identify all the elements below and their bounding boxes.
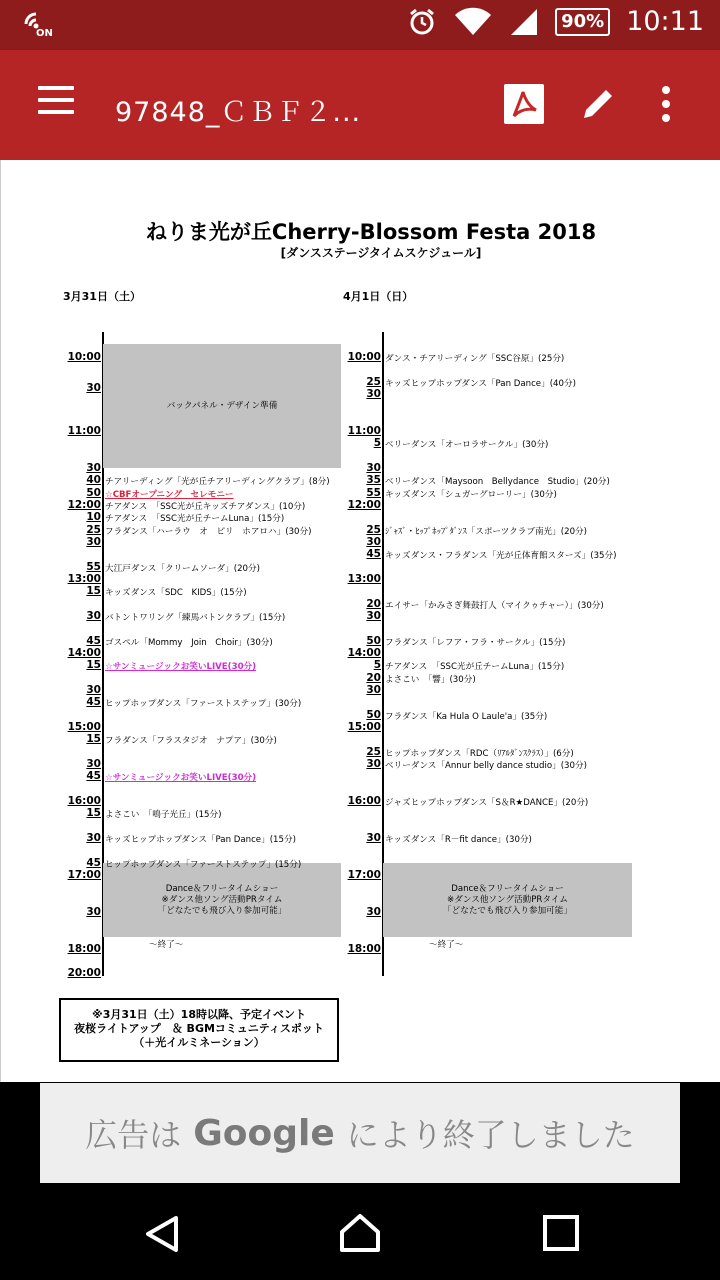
time-label: 45	[86, 770, 101, 782]
schedule-event: キッズダンス「SDC KIDS」(15分)	[105, 588, 247, 598]
time-label: 25	[366, 376, 381, 388]
time-label: 30	[86, 536, 101, 548]
time-label: 11:00	[67, 425, 101, 437]
schedule-event: キッズダンス「R－fit dance」(30分)	[385, 835, 532, 845]
time-label: 30	[86, 832, 101, 844]
time-label: 18:00	[347, 943, 381, 955]
time-label: 17:00	[347, 869, 381, 881]
time-label: 15	[86, 733, 101, 745]
more-options-icon[interactable]	[662, 86, 672, 128]
schedule-event: ヒップホップダンス「ファーストステップ」(15分)	[105, 860, 302, 870]
time-label: 25	[366, 524, 381, 536]
time-label: 10	[86, 511, 101, 523]
document-title: 97848_ＣＢＦ２...	[115, 97, 362, 128]
schedule-event: フラダンス「フラスタジオ ナプア」(30分)	[105, 736, 277, 746]
ad-banner[interactable]: 広告は Google により終了しました	[40, 1083, 680, 1183]
schedule-event: エイサー「かみさぎ舞鼓打人（マイクゥチャー）」(30分)	[385, 601, 604, 611]
time-label: 30	[366, 832, 381, 844]
home-icon[interactable]	[338, 1212, 382, 1256]
schedule-event: ベリーダンス「Maysoon Bellydance Studio」(20分)	[385, 477, 610, 487]
schedule-title: ねりま光が丘Cherry-Blossom Festa 2018	[145, 220, 597, 244]
day1-date: 3月31日（土）	[63, 290, 141, 303]
schedule-event: 大江戸ダンス「クリームソーダ」(20分)	[105, 564, 260, 574]
time-label: 55	[86, 561, 101, 573]
time-label: 10:00	[67, 351, 101, 363]
day2-free-time-block: Dance＆フリータイムショー ※ダンス他ソング活動PRタイム 「どなたでも飛び入り参加可能」	[383, 863, 632, 937]
navigation-bar	[0, 1184, 720, 1280]
battery-indicator: 90%	[555, 8, 610, 36]
google-logo: Google	[193, 1112, 335, 1154]
schedule-event: バトントワリング「練馬バトンクラブ」(15分)	[105, 613, 286, 623]
schedule-event: フラダンス「Ka Hula O Laule'a」(35分)	[385, 712, 548, 722]
schedule-event: ベリーダンス「オーロラサークル」(30分)	[385, 440, 549, 450]
time-label: 30	[366, 610, 381, 622]
time-label: 14:00	[347, 647, 381, 659]
schedule-event: ヒップホップダンス「ファーストステップ」(30分)	[105, 699, 302, 709]
time-label: 15	[86, 585, 101, 597]
menu-icon[interactable]	[38, 86, 74, 116]
schedule-event: チアリーディング「光が丘チアリーディングクラブ」(8分)	[105, 477, 330, 487]
day2-date: 4月1日（日）	[343, 290, 414, 303]
time-label: 17:00	[67, 869, 101, 881]
time-label: 30	[86, 382, 101, 394]
alarm-icon	[407, 7, 437, 37]
schedule-event: キッズダンス「シュガーグローリー」(30分)	[385, 490, 557, 500]
time-label: 45	[366, 548, 381, 560]
time-label: 15:00	[67, 721, 101, 733]
time-label: 30	[366, 684, 381, 696]
time-label: 30	[366, 462, 381, 474]
schedule-event: フラダンス「ハーラウ オ ピリ ホアロハ」(30分)	[105, 527, 312, 537]
schedule-event: ゴスペル「Mommy Join Choir」(30分)	[105, 638, 273, 648]
clock: 10:11	[626, 6, 704, 37]
time-label: 50	[366, 709, 381, 721]
time-label: 50	[86, 487, 101, 499]
day1-free-time-block: Dance＆フリータイムショー ※ダンス他ソング活動PRタイム 「どなたでも飛び入り参加可能」	[103, 863, 341, 937]
time-label: 25	[366, 746, 381, 758]
schedule-event: よさこい 「響」(30分)	[385, 675, 476, 685]
time-label: 13:00	[347, 573, 381, 585]
time-label: 30	[86, 758, 101, 770]
day2-end: ～終了～	[429, 940, 464, 950]
time-label: 25	[86, 524, 101, 536]
time-label: 5	[373, 437, 381, 449]
schedule-event: チアダンス 「SSC光が丘チームLuna」(15分)	[105, 514, 285, 524]
time-label: 45	[86, 696, 101, 708]
time-label: 45	[86, 635, 101, 647]
schedule-event: キッズダンス・フラダンス「光が丘体育館スターズ」(35分)	[385, 551, 617, 561]
day1-prep-block: バックパネル・デザイン準備	[103, 344, 341, 468]
time-label: 5	[373, 659, 381, 671]
time-label: 12:00	[67, 499, 101, 511]
edit-icon[interactable]	[578, 84, 618, 128]
time-label: 30	[86, 610, 101, 622]
schedule-event: ☆サンミュージックお笑いLIVE(30分)	[105, 773, 257, 783]
time-label: 55	[366, 487, 381, 499]
pdf-icon[interactable]	[504, 84, 544, 124]
time-label: 30	[366, 388, 381, 400]
time-label: 50	[366, 635, 381, 647]
time-label: 18:00	[67, 943, 101, 955]
time-label: 11:00	[347, 425, 381, 437]
wifi-icon	[453, 7, 493, 37]
day1-end: ～終了～	[149, 940, 184, 950]
time-label: 15	[86, 807, 101, 819]
schedule-event: ベリーダンス「Annur belly dance studio」(30分)	[385, 761, 587, 771]
schedule-event: キッズヒップホップダンス「Pan Dance」(40分)	[385, 379, 576, 389]
nfc-indicator: ON	[22, 10, 52, 39]
pdf-page[interactable]	[0, 160, 720, 1082]
time-label: 13:00	[67, 573, 101, 585]
time-label: 45	[86, 857, 101, 869]
time-label: 30	[86, 684, 101, 696]
note-box: ※3月31日（土）18時以降、予定イベント 夜桜ライトアップ ＆ BGMコミュニティスポット （＋光イルミネーション）	[59, 998, 339, 1062]
time-label: 40	[86, 474, 101, 486]
schedule-event: チアダンス 「SSC光が丘キッズチアダンス」(10分)	[105, 502, 306, 512]
time-label: 16:00	[347, 795, 381, 807]
status-bar	[0, 0, 720, 50]
back-icon[interactable]	[140, 1212, 184, 1256]
signal-icon	[509, 7, 539, 37]
schedule-event: ヒップホップダンス「RDC（ﾘｱﾙﾀﾞﾝｽｸﾗｽ）」(6分)	[385, 749, 574, 759]
time-label: 16:00	[67, 795, 101, 807]
app-bar	[0, 50, 720, 160]
time-label: 30	[366, 906, 381, 918]
time-label: 20:00	[67, 967, 101, 979]
schedule-event: フラダンス「レフア・フラ・サークル」(15分)	[385, 638, 566, 648]
schedule-subtitle: [ダンスステージタイムスケジュール]	[280, 246, 482, 260]
schedule-event: キッズヒップホップダンス「Pan Dance」(15分)	[105, 835, 296, 845]
schedule-event: よさこい 「鳴子光丘」(15分)	[105, 810, 222, 820]
schedule-event: ｼﾞｬｽﾞ・ﾋｯﾌﾟﾎｯﾌﾟﾀﾞﾝｽ「スポーツクラブ南光」(20分)	[385, 527, 587, 537]
time-label: 30	[86, 906, 101, 918]
schedule-event: ジャズヒップホップダンス「S＆R★DANCE」(20分)	[385, 798, 589, 808]
time-label: 30	[366, 536, 381, 548]
schedule-event: ☆CBFオープニング セレモニー	[105, 490, 234, 500]
time-label: 20	[366, 598, 381, 610]
schedule-event: チアダンス 「SSC光が丘チームLuna」(15分)	[385, 662, 565, 672]
time-label: 12:00	[347, 499, 381, 511]
schedule-event: ☆サンミュージックお笑いLIVE(30分)	[105, 662, 257, 672]
schedule-event: ダンス・チアリーディング「SSC谷原」(25分)	[385, 354, 565, 364]
time-label: 10:00	[347, 351, 381, 363]
time-label: 15:00	[347, 721, 381, 733]
time-label: 15	[86, 659, 101, 671]
recents-icon[interactable]	[540, 1212, 584, 1256]
time-label: 20	[366, 672, 381, 684]
time-label: 14:00	[67, 647, 101, 659]
time-label: 30	[86, 462, 101, 474]
time-label: 30	[366, 758, 381, 770]
time-label: 35	[366, 474, 381, 486]
